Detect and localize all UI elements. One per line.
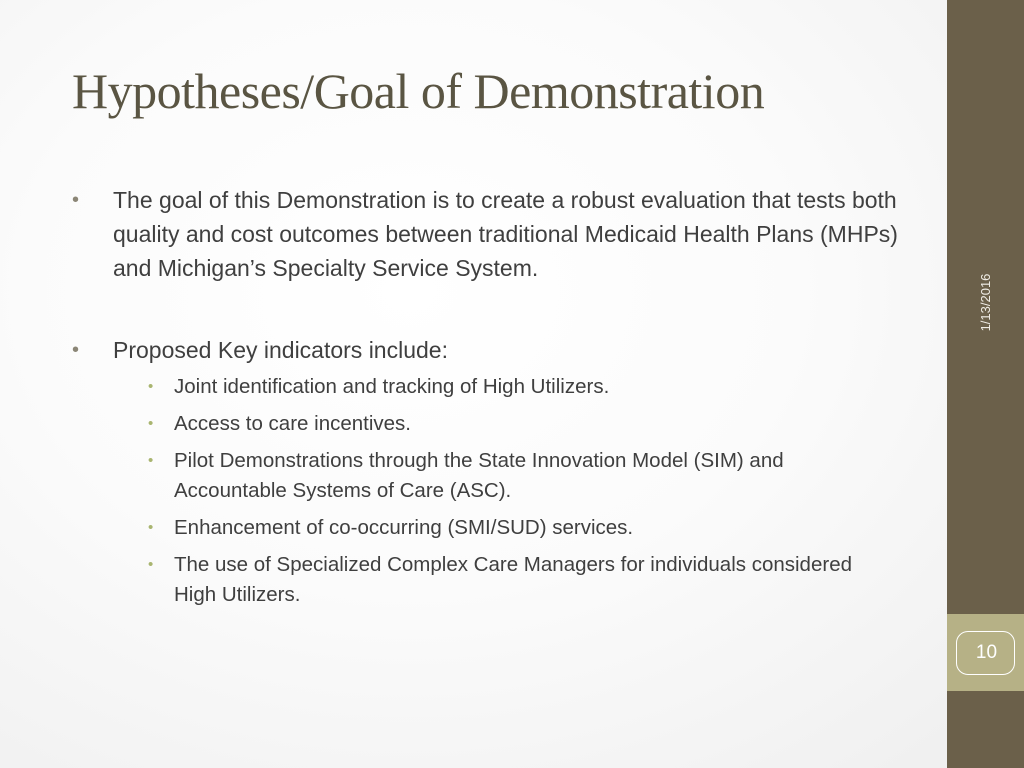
sub-bullet-text: Access to care incentives. (174, 412, 411, 435)
sub-bullet-icon: • (148, 378, 154, 395)
sub-bullet-text: The use of Specialized Complex Care Managers for individuals considered High Utilizers. (174, 553, 852, 606)
sub-bullet-icon: • (148, 452, 154, 469)
sub-bullet-text: Pilot Demonstrations through the State Innovation Model (SIM) and Accountable Systems of Care (ASC). (174, 449, 784, 502)
bullet-item (72, 333, 912, 367)
sub-bullet-item (72, 409, 912, 439)
slide-title: Hypotheses/Goal of Demonstration (72, 63, 765, 119)
sub-bullet-list (72, 372, 912, 610)
bullet-icon: • (72, 339, 80, 361)
bullet-text: The goal of this Demonstration is to create a robust evaluation that tests both quality and cost outcomes between traditional Medicaid Health Plans (MHPs) and Michigan’s Specialty Service System. (113, 187, 898, 281)
sub-bullet-icon: • (148, 556, 154, 573)
bullet-text: Proposed Key indicators include: (113, 337, 448, 363)
bullet-item (72, 183, 912, 285)
sub-bullet-item (72, 550, 912, 610)
bullet-icon: • (72, 189, 80, 211)
page-number: 10 (975, 642, 998, 663)
slide-date: 1/13/2016 (978, 273, 993, 332)
sub-bullet-icon: • (148, 519, 154, 536)
sub-bullet-item (72, 372, 912, 402)
sub-bullet-text: Enhancement of co-occurring (SMI/SUD) services. (174, 516, 634, 539)
sub-bullet-item (72, 446, 912, 506)
sub-bullet-text: Joint identification and tracking of High Utilizers. (174, 375, 610, 398)
sub-bullet-icon: • (148, 415, 154, 432)
sub-bullet-item (72, 513, 912, 543)
page-number-box (947, 614, 1024, 691)
page-number-frame (956, 631, 1015, 675)
slide-content (72, 183, 912, 617)
